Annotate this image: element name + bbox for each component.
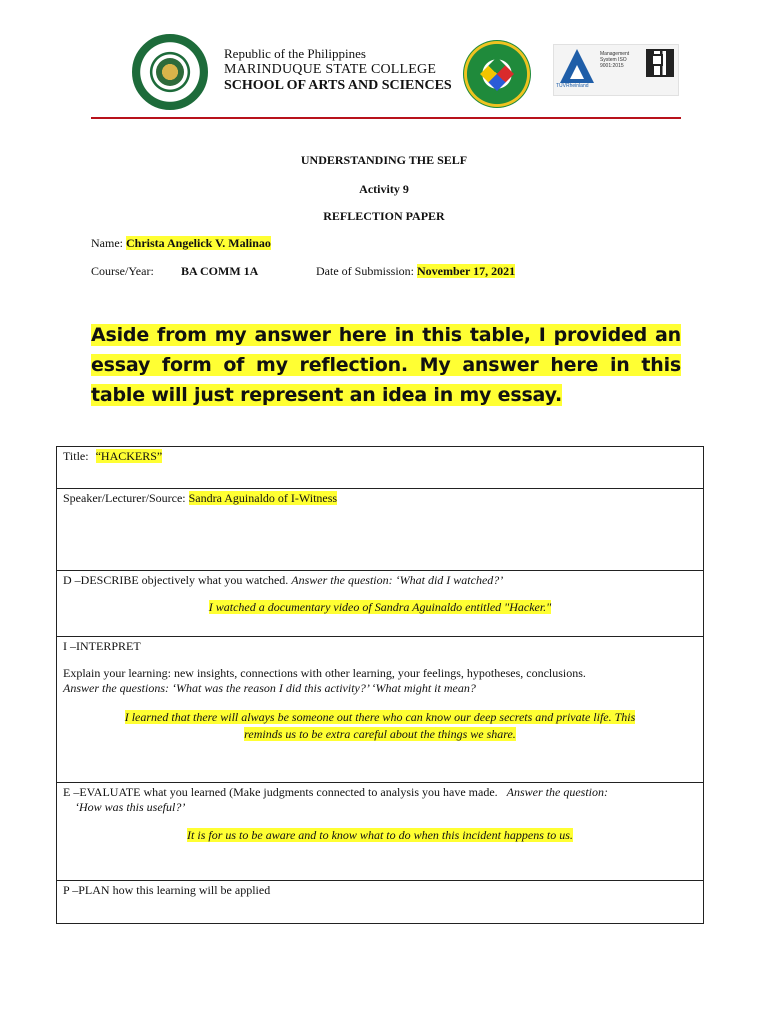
reflection-table	[56, 446, 704, 924]
marinduque-state-college-seal	[132, 34, 208, 110]
speaker-row	[57, 489, 703, 571]
diamond-emblem-icon	[480, 57, 514, 91]
evaluate-answer: It is for us to be aware and to know what to do when this incident happens to us.	[187, 828, 573, 842]
describe-question: Answer the question: ‘What did I watched?’	[291, 573, 504, 587]
name-line	[91, 236, 271, 251]
college-name: MARINDUQUE STATE COLLEGE	[224, 62, 437, 77]
describe-label: D –DESCRIBE objectively what you watched.	[63, 573, 289, 587]
submission-date: November 17, 2021	[417, 264, 516, 278]
interpret-instructions: Explain your learning: new insights, connections with other learning, your feelings, hypotheses, conclusions.	[63, 666, 586, 680]
name-label: Name:	[91, 236, 123, 250]
title-value: “HACKERS”	[95, 449, 163, 463]
speaker-value: Sandra Aguinaldo of I-Witness	[188, 491, 338, 505]
paper-type: REFLECTION PAPER	[323, 209, 445, 223]
evaluate-label: E –EVALUATE what you learned (Make judgments connected to analysis you have made.	[63, 785, 498, 799]
institution-header	[224, 46, 452, 94]
title-row	[57, 447, 703, 489]
describe-row	[57, 571, 703, 637]
plan-row	[57, 881, 703, 923]
student-name: Christa Angelick V. Malinao	[126, 236, 271, 250]
course-label: Course/Year:	[91, 264, 154, 278]
interpret-answer-line1: I learned that there will always be someone out there who can know our deep secrets and private life. This	[124, 710, 636, 724]
describe-answer-wrap	[57, 599, 703, 616]
seal-emblem-icon	[156, 58, 184, 86]
speaker-label: Speaker/Lecturer/Source:	[63, 491, 186, 505]
school-arts-sciences-logo	[463, 40, 531, 108]
interpret-row	[57, 637, 703, 783]
essay-notice-text: Aside from my answer here in this table, I provided an essay form of my reflection. My answer here in this table will just represent an idea in my essay.	[91, 324, 681, 406]
course-title: UNDERSTANDING THE SELF	[300, 153, 468, 167]
course-value: BA COMM 1A	[181, 264, 259, 278]
essay-notice	[91, 320, 681, 410]
interpret-label: I –INTERPRET	[63, 639, 141, 653]
evaluate-answer-wrap	[57, 827, 703, 844]
interpret-answer-line2: reminds us to be extra careful about the things we share.	[244, 727, 516, 741]
republic-line: Republic of the Philippines	[224, 46, 366, 61]
cert-brand: TÜVRheinland	[556, 83, 589, 89]
evaluate-question-1: Answer the question:	[506, 785, 608, 799]
iso-certification-badge	[553, 44, 679, 96]
cert-text: Management System ISO 9001:2015	[600, 51, 630, 69]
evaluate-row	[57, 783, 703, 881]
interpret-questions: Answer the questions: ‘What was the reason I did this activity?’ ‘What might it mean?	[63, 681, 476, 695]
title-label: Title:	[63, 449, 89, 463]
tuv-triangle-icon	[560, 49, 594, 83]
header-divider	[91, 117, 681, 119]
evaluate-question-2: ‘How was this useful?’	[75, 800, 186, 814]
school-name: SCHOOL OF ARTS AND SCIENCES	[224, 78, 452, 93]
qr-code-icon	[646, 49, 674, 77]
interpret-answer-wrap	[57, 709, 703, 743]
activity-number: Activity 9	[359, 182, 409, 196]
date-label: Date of Submission:	[316, 264, 414, 278]
describe-answer: I watched a documentary video of Sandra Aguinaldo entitled "Hacker."	[208, 600, 552, 614]
date-line	[316, 264, 515, 279]
plan-label: P –PLAN how this learning will be applied	[63, 883, 271, 897]
